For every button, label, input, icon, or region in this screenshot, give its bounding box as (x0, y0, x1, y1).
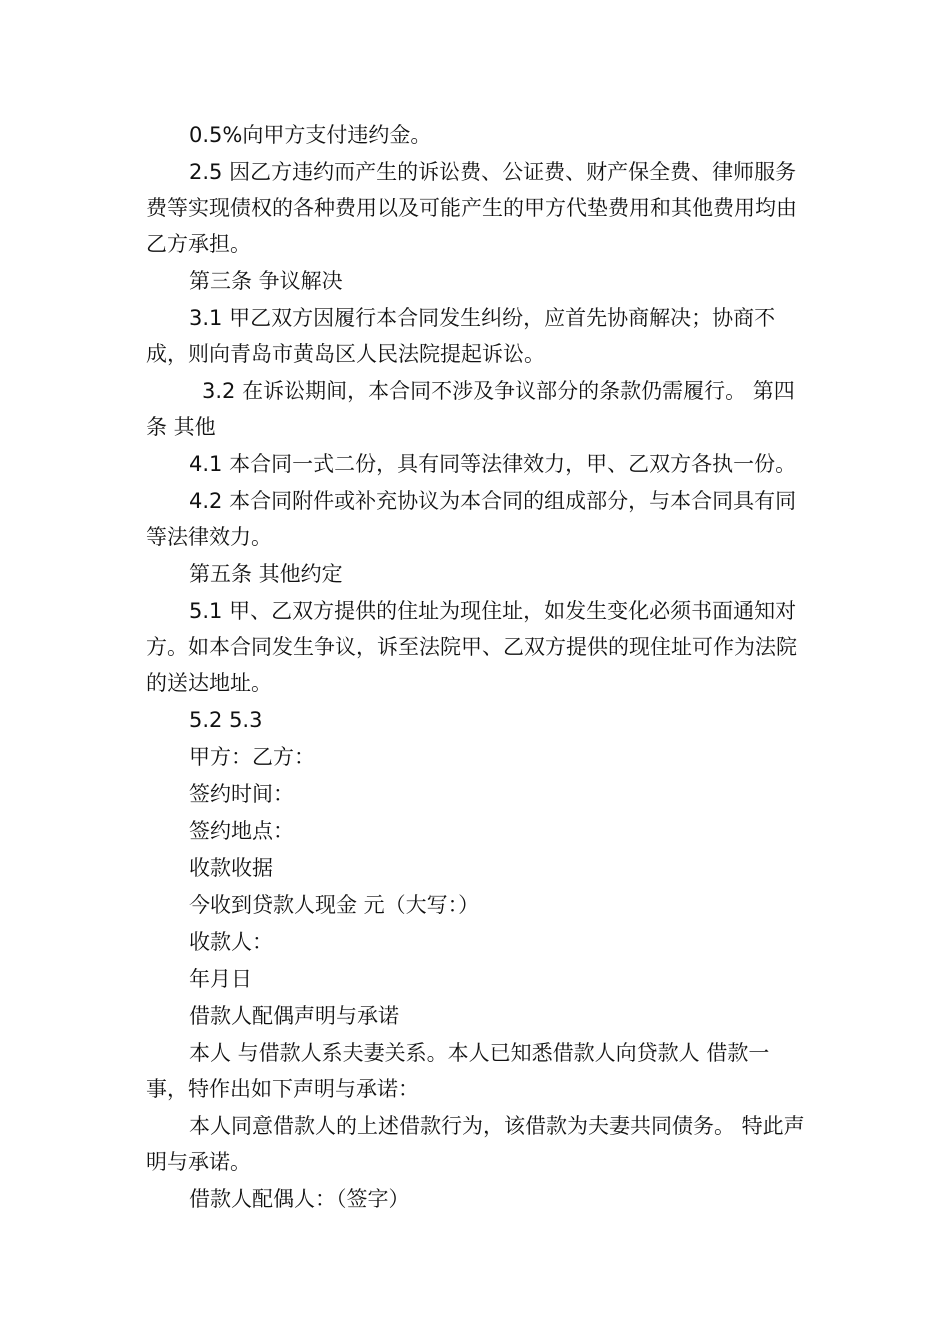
paragraph-3-1: 3.1 甲乙双方因履行本合同发生纠纷，应首先协商解决；协商不成，则向青岛市黄岛区人民法院提起诉讼。 (146, 306, 776, 366)
paragraph-2-5: 2.5 因乙方违约而产生的诉讼费、公证费、财产保全费、律师服务费等实现债权的各种费用以及可能产生的甲方代垫费用和其他费用均由乙方承担。 (146, 160, 797, 256)
heading-article-3: 第三条 争议解决 (189, 269, 343, 293)
signature-parties: 甲方：乙方： (189, 745, 315, 769)
signing-place: 签约地点： (189, 819, 294, 843)
spouse-signature: 借款人配偶人：（签字） (189, 1187, 410, 1211)
heading-article-5: 第五条 其他约定 (189, 562, 343, 586)
paragraph-5-1: 5.1 甲、乙双方提供的住址为现住址，如发生变化必须书面通知对方。如本合同发生争议，诉至法院甲、乙双方提供的现住址可作为法院的送达地址。 (146, 599, 797, 695)
spouse-statement-body: 本人 与借款人系夫妻关系。本人已知悉借款人向贷款人 借款一事，特作出如下声明与承诺： (146, 1041, 770, 1101)
spouse-consent: 本人同意借款人的上述借款行为，该借款为夫妻共同债务。 特此声明与承诺。 (146, 1114, 805, 1174)
paragraph-penalty: 0.5%向甲方支付违约金。 (189, 123, 432, 147)
receipt-payee: 收款人： (189, 930, 273, 954)
receipt-date: 年月日 (189, 967, 252, 991)
signing-time: 签约时间： (189, 782, 294, 806)
spouse-statement-title: 借款人配偶声明与承诺 (189, 1004, 399, 1028)
paragraph-3-2: 3.2 在诉讼期间，本合同不涉及争议部分的条款仍需履行。 第四条 其他 (146, 379, 795, 439)
receipt-amount: 今收到贷款人现金 元（大写：） (189, 893, 480, 917)
paragraph-5-2-5-3: 5.2 5.3 (189, 708, 263, 732)
receipt-title: 收款收据 (189, 856, 273, 880)
paragraph-4-1: 4.1 本合同一式二份，具有同等法律效力，甲、乙双方各执一份。 (189, 452, 797, 476)
paragraph-4-2: 4.2 本合同附件或补充协议为本合同的组成部分，与本合同具有同等法律效力。 (146, 489, 797, 549)
document-body (146, 117, 810, 1218)
